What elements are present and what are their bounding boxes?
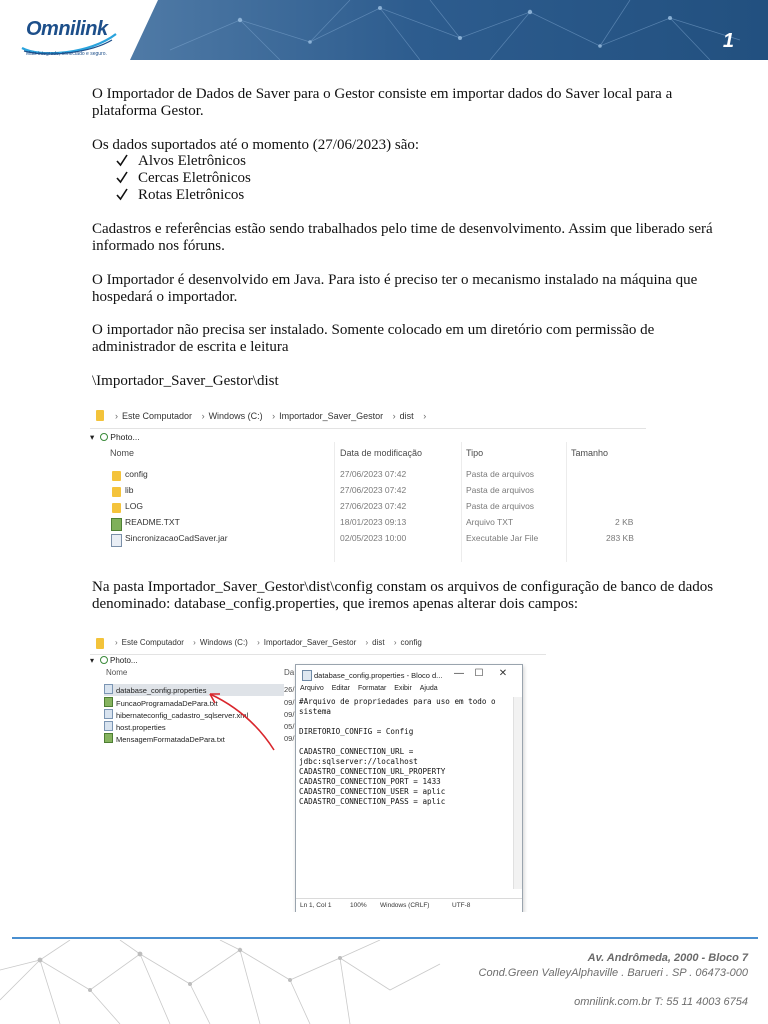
status-line-ending: Windows (CRLF) <box>380 902 430 909</box>
folder-icon <box>112 471 121 481</box>
table-row[interactable] <box>90 533 646 548</box>
list-item <box>116 170 251 187</box>
text-file-icon <box>104 733 113 743</box>
column-header-date[interactable]: Data de modificação <box>340 448 423 458</box>
table-row[interactable] <box>90 485 646 500</box>
properties-file-icon <box>104 684 113 694</box>
network-pattern-icon <box>130 0 768 60</box>
file-name: README.TXT <box>125 517 180 527</box>
footer-contact: omnilink.com.br T: 55 11 4003 6754 <box>574 996 748 1008</box>
notepad-titlebar <box>296 665 522 685</box>
quick-access-pinned[interactable]: ▾ Photo... <box>90 432 140 442</box>
maximize-icon[interactable]: ☐ <box>474 668 484 679</box>
intro-paragraph: O Importador de Dados de Saver para o Gestor consiste em importar dados do Saver local para a plataforma Gestor. <box>92 86 673 119</box>
column-header-name[interactable]: Nome <box>106 668 128 677</box>
close-icon[interactable]: ✕ <box>498 668 508 679</box>
file-size: 283 KB <box>606 533 634 543</box>
file-date: 02/05/2023 10:00 <box>340 533 407 543</box>
file-type: Arquivo TXT <box>466 517 514 527</box>
logo-tagline: Mais integrado, conectado e seguro. <box>26 51 107 57</box>
list-item <box>116 187 251 204</box>
footer-address-line2: Cond.Green ValleyAlphaville . Barueri . SP . 06473-000 <box>478 967 748 979</box>
table-row[interactable] <box>90 501 646 516</box>
file-type: Pasta de arquivos <box>466 469 535 479</box>
checkmark-icon <box>116 187 128 201</box>
list-item[interactable]: MensagemFormatadaDePara.txt <box>104 733 225 745</box>
supported-data-list <box>116 153 251 204</box>
pin-icon <box>100 433 108 441</box>
vertical-scrollbar[interactable] <box>513 697 522 889</box>
file-type: Executable Jar File <box>466 533 539 543</box>
folder-icon <box>96 410 104 421</box>
file-name: SincronizacaoCadSaver.jar <box>125 533 228 543</box>
file-date: 27/06/2023 07:42 <box>340 485 407 495</box>
notepad-editor[interactable]: #Arquivo de propriedades para uso em todo o sistema DIRETORIO_CONFIG = Config CADASTRO_CONNECTION_URL = jdbc:sqlserver://localhost CADASTRO_CONNECTION_URL_PROPERTY CADASTRO_CONNECTION_PORT = 1433 CADASTRO_CONNECTION_USER = aplic CADASTRO_CONNECTION_PASS = aplic <box>299 697 496 806</box>
breadcrumb: › Este Computador › Windows (C:) › Importador_Saver_Gestor › dist › <box>115 411 427 421</box>
file-date: 18/01/2023 09:13 <box>340 517 407 527</box>
file-date: 09/ <box>284 710 295 719</box>
file-size: 2 KB <box>615 517 634 527</box>
file-name: lib <box>125 485 134 495</box>
list-item[interactable]: hibernateconfig_cadastro_sqlserver.xml <box>104 709 248 721</box>
breadcrumb: › Este Computador › Windows (C:) › Importador_Saver_Gestor › dist › config <box>115 638 422 647</box>
folder-icon <box>112 487 121 497</box>
checkmark-icon <box>116 153 128 167</box>
quick-access-pinned[interactable]: ▾ Photo... <box>90 656 138 665</box>
column-header-type[interactable]: Tipo <box>466 448 484 458</box>
folder-icon <box>96 638 104 649</box>
pin-icon <box>100 656 108 664</box>
logo-text: Omnilink <box>26 18 108 40</box>
list-item[interactable]: FuncaoProgramadaDePara.txt <box>104 697 218 709</box>
folder-icon <box>112 503 121 513</box>
menu-item-ajuda[interactable]: Ajuda <box>419 685 438 692</box>
file-date: 05/ <box>284 722 295 731</box>
minimize-icon[interactable]: — <box>454 668 464 679</box>
breadcrumb-item[interactable]: Windows (C:) <box>208 411 263 421</box>
file-date: 27/06/2023 07:42 <box>340 469 407 479</box>
list-item <box>116 153 251 170</box>
list-item-label: Rotas Eletrônicos <box>138 187 245 203</box>
menu-item-formatar[interactable]: Formatar <box>357 685 387 692</box>
development-paragraph: Cadastros e referências estão sendo trabalhados pelo time de desenvolvimento. Assim que liberado será informado nos fóruns. <box>92 221 713 254</box>
page-header <box>0 0 768 62</box>
breadcrumb-item[interactable]: dist <box>372 638 385 647</box>
checkmark-icon <box>116 170 128 184</box>
footer-address-line1: Av. Andrômeda, 2000 - Bloco 7 <box>587 952 748 964</box>
supported-data-paragraph: Os dados suportados até o momento (27/06/2023) são: <box>92 137 420 153</box>
file-date: 09/ <box>284 698 295 707</box>
column-header-name[interactable]: Nome <box>110 448 135 458</box>
menu-item-arquivo[interactable]: Arquivo <box>300 685 324 692</box>
file-type: Pasta de arquivos <box>466 485 535 495</box>
text-file-icon <box>111 518 122 531</box>
file-type: Pasta de arquivos <box>466 501 535 511</box>
notepad-menubar <box>296 685 522 697</box>
status-position: Ln 1, Col 1 <box>300 902 332 909</box>
network-pattern-icon <box>0 940 460 1024</box>
omnilink-logo <box>20 14 120 58</box>
notepad-window <box>295 664 523 912</box>
explorer-screenshot-config <box>90 632 546 912</box>
notepad-icon <box>302 670 312 681</box>
notepad-statusbar <box>296 898 522 912</box>
list-item-label: Cercas Eletrônicos <box>138 170 251 186</box>
install-paragraph: O importador não precisa ser instalado. Somente colocado em um diretório com permissão de administrador de escrita e leitura <box>92 322 655 355</box>
file-name: config <box>125 469 148 479</box>
status-encoding: UTF-8 <box>452 902 471 909</box>
file-name: LOG <box>125 501 143 511</box>
file-date: 26/ <box>284 685 295 694</box>
status-zoom: 100% <box>350 902 367 909</box>
list-item-label: Alvos Eletrônicos <box>138 153 246 169</box>
jar-file-icon <box>111 534 122 547</box>
breadcrumb-item[interactable]: dist <box>399 411 414 421</box>
page-number: 1 <box>722 30 734 52</box>
footer-divider <box>12 937 758 939</box>
text-file-icon <box>104 697 113 707</box>
menu-item-editar[interactable]: Editar <box>331 685 350 692</box>
breadcrumb-item[interactable]: Importador_Saver_Gestor <box>279 411 384 421</box>
breadcrumb-item[interactable]: Importador_Saver_Gestor <box>263 638 357 647</box>
column-header-row <box>90 446 646 464</box>
breadcrumb-item[interactable]: Windows (C:) <box>199 638 248 647</box>
breadcrumb-item[interactable]: Este Computador <box>122 411 193 421</box>
address-bar <box>90 632 546 655</box>
java-paragraph: O Importador é desenvolvido em Java. Para isto é preciso ter o mecanismo instalado na máquina que hospedará o importador. <box>92 272 698 305</box>
dist-path: \Importador_Saver_Gestor\dist <box>92 373 279 389</box>
file-date: 09/ <box>284 734 295 743</box>
list-item[interactable]: host.properties <box>104 721 166 733</box>
breadcrumb-item[interactable]: config <box>400 638 422 647</box>
table-row[interactable] <box>90 469 646 484</box>
file-date: 27/06/2023 07:42 <box>340 501 407 511</box>
column-header-date[interactable]: Da <box>284 668 295 677</box>
notepad-title: database_config.properties - Bloco d... <box>314 671 443 680</box>
properties-file-icon <box>104 721 113 731</box>
explorer-screenshot-dist <box>90 404 646 562</box>
address-bar <box>90 404 646 429</box>
xml-file-icon <box>104 709 113 719</box>
breadcrumb-item[interactable]: Este Computador <box>121 638 184 647</box>
table-row[interactable] <box>90 517 646 532</box>
menu-item-exibir[interactable]: Exibir <box>394 685 412 692</box>
config-paragraph: Na pasta Importador_Saver_Gestor\dist\config constam os arquivos de configuração de banco de dados denominado: database_config.properties, que iremos apenas alterar dois campos: <box>92 579 714 612</box>
red-arrow-icon <box>200 688 280 754</box>
column-header-size[interactable]: Tamanho <box>571 448 609 458</box>
list-item[interactable]: database_config.properties <box>104 684 284 696</box>
